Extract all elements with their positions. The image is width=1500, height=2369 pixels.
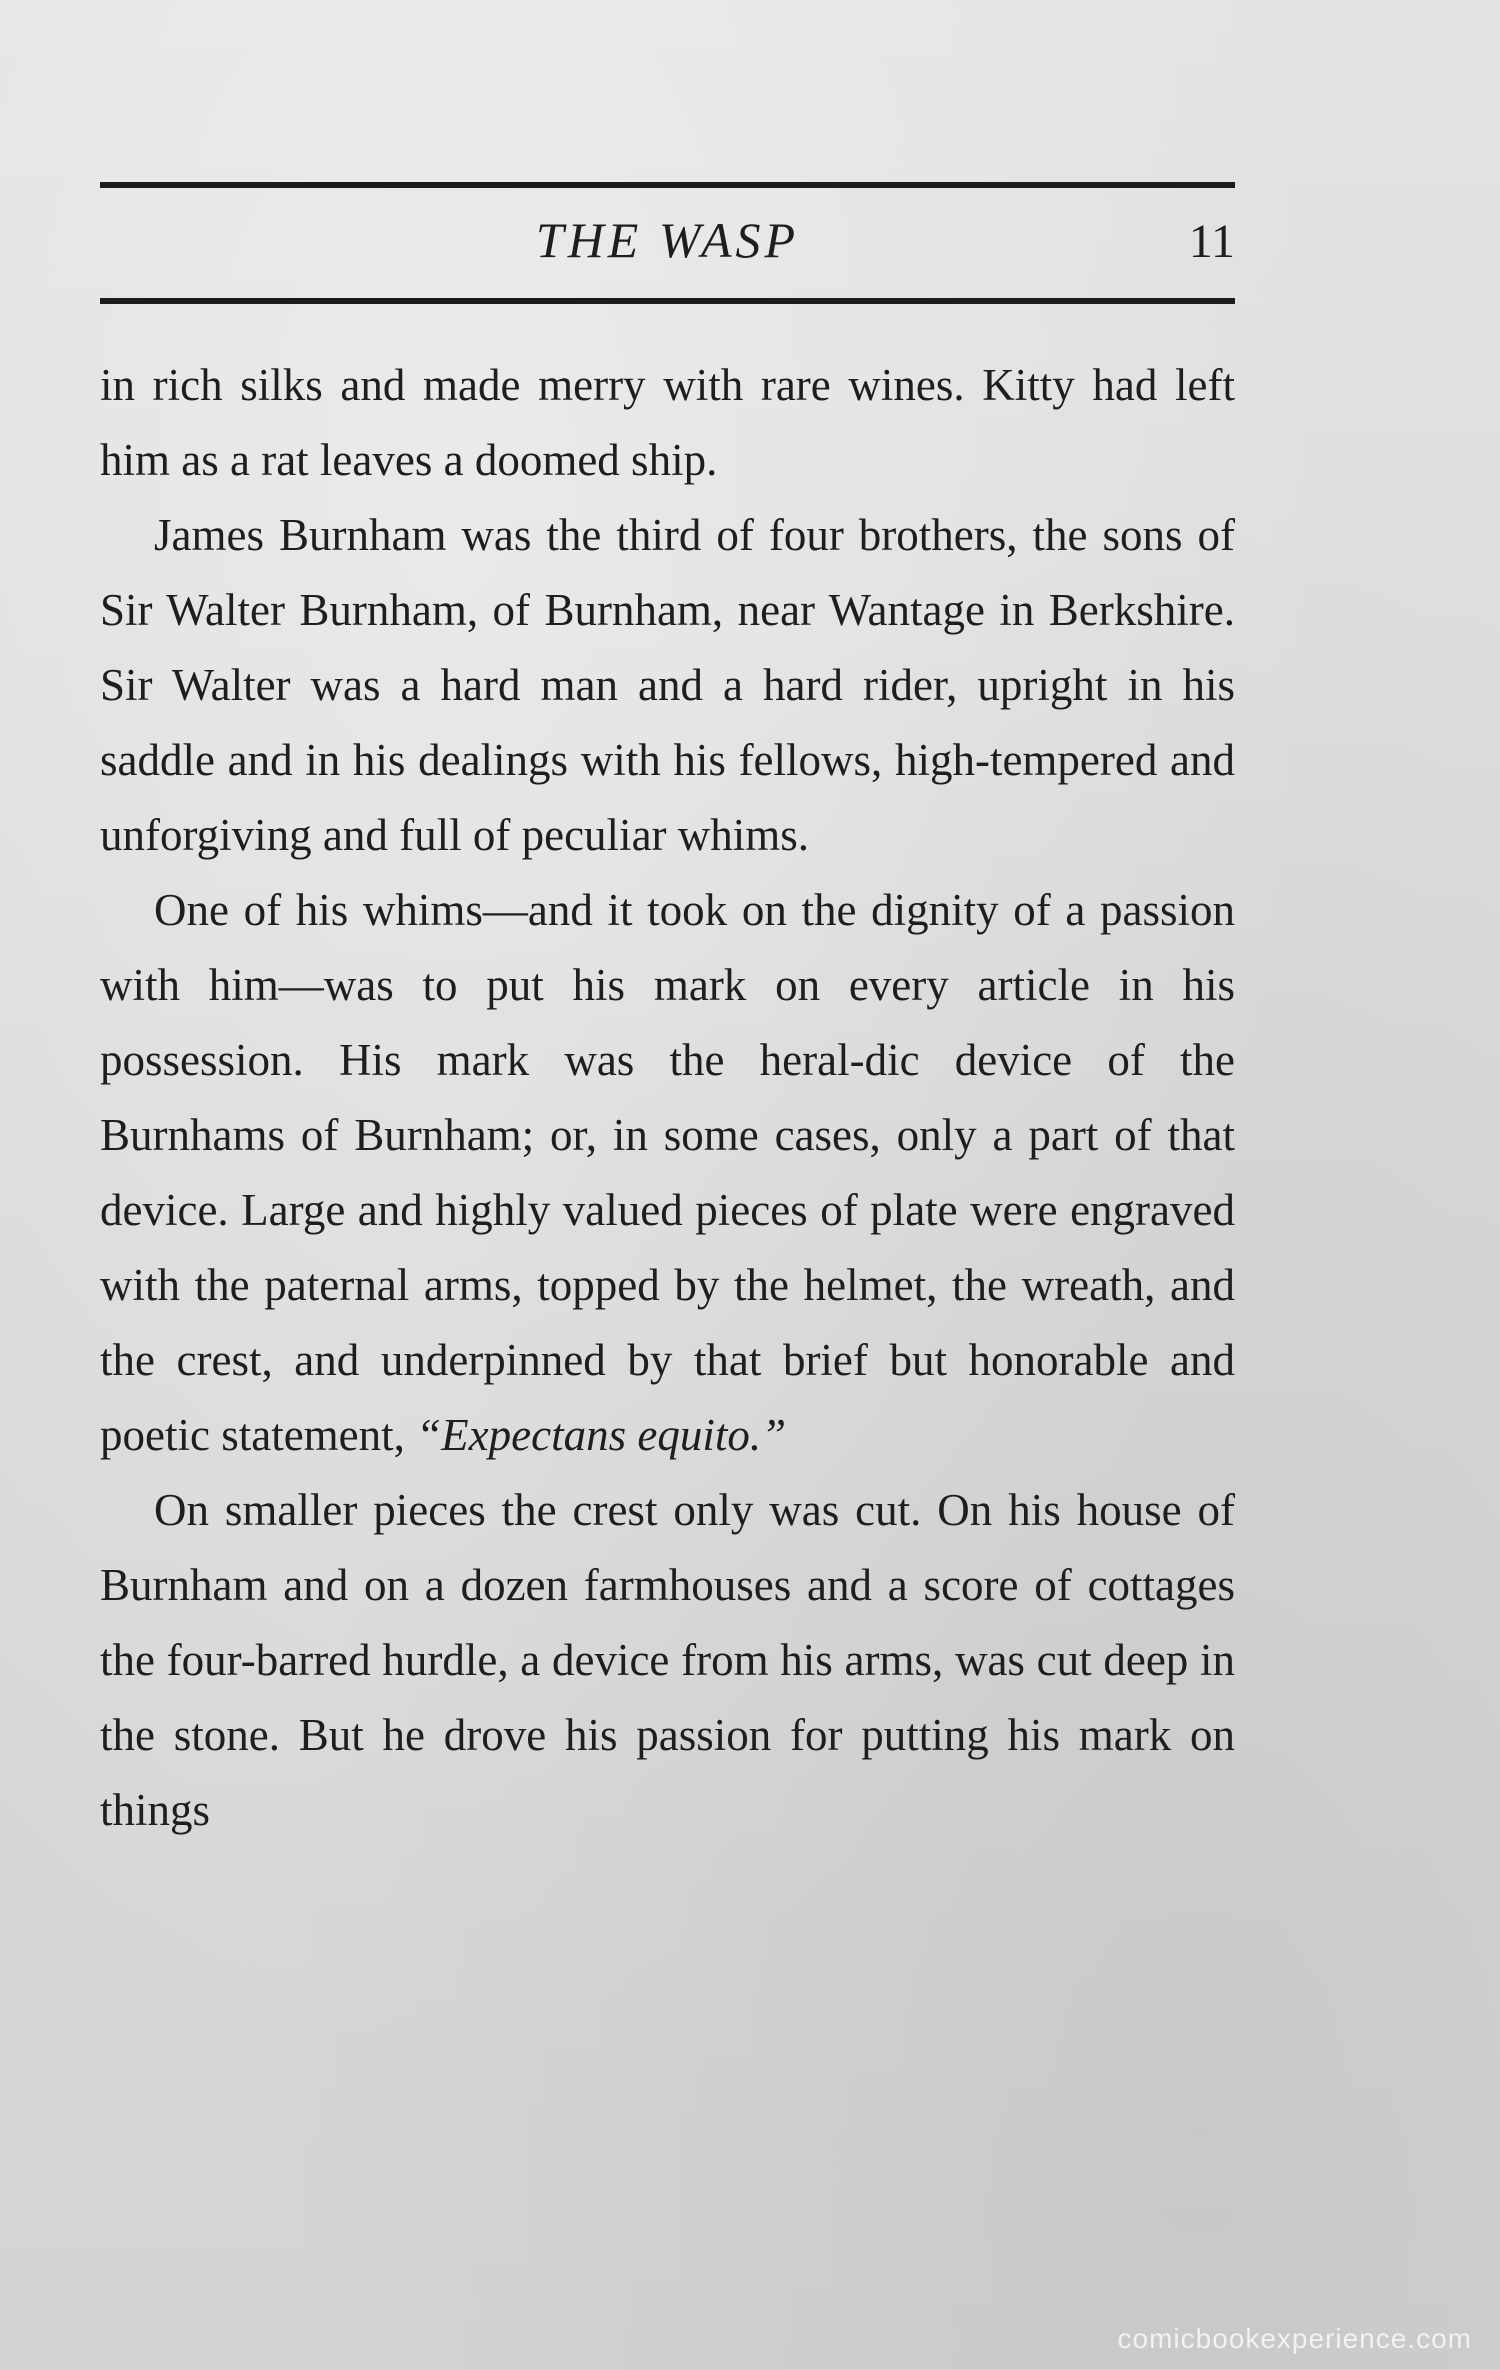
paragraph-continued: in rich silks and made merry with rare wines. Kitty had left him as a rat leaves a doomed ship. [100, 360, 1235, 485]
paragraph-whims [100, 873, 1235, 1473]
paragraph-smaller-pieces: On smaller pieces the crest only was cut. On his house of Burnham and on a dozen farmhouses and a score of cottages the four-barred hurdle, a device from his arms, was cut deep in the stone. But he drove his passion for putting his mark on things [100, 1485, 1235, 1835]
paragraph-burnham-family: James Burnham was the third of four brothers, the sons of Sir Walter Burnham, of Burnham, near Wantage in Berkshire. Sir Walter was a hard man and a hard rider, upright in his saddle and in his dealings with his fellows, high-tempered and unforgiving and full of peculiar whims. [100, 510, 1235, 860]
body-text [100, 348, 1235, 1848]
running-title: THE WASP [535, 212, 800, 268]
paragraph-whims-text: One of his whims—and it took on the dignity of a passion with him—was to put his mark on every article in his possession. His mark was the heral-dic device of the Burnhams of Burnham; or, in some cases, only a part of that device. Large and highly valued pieces of plate were engraved with the paternal arms, topped by the helmet, the wreath, and the crest, and underpinned by that brief but honorable and poetic statement, [100, 885, 1235, 1460]
page-number: 11 [1188, 215, 1235, 268]
header-top-rule [100, 182, 1235, 188]
header-bottom-rule [100, 298, 1235, 304]
motto-text: “Expectans equito.” [416, 1410, 787, 1460]
watermark: comicbookexperience.com [1117, 2323, 1472, 2354]
